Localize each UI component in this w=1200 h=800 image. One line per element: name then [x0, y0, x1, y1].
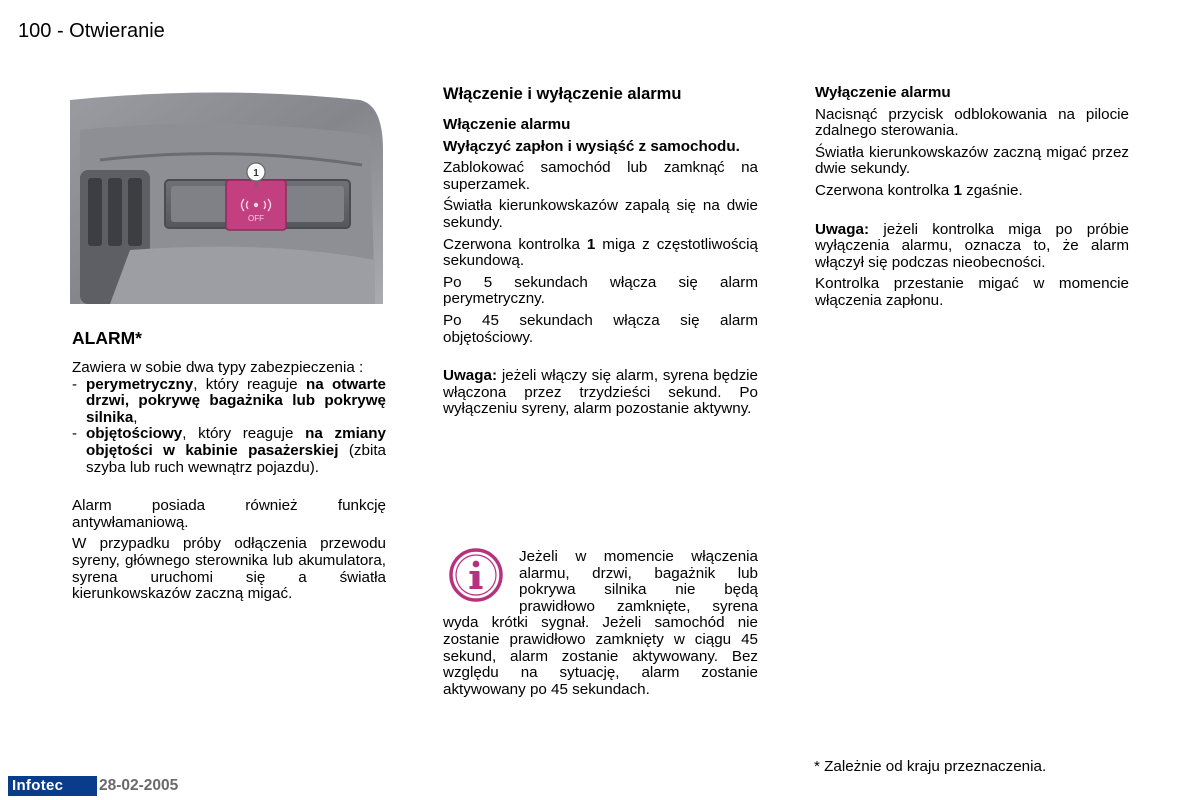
step-warning-light: Czerwona kontrolka 1 miga z częstotliwością sekundową.: [443, 235, 758, 270]
section-heading: Włączenie i wyłączenie alarmu: [443, 85, 682, 103]
tamper-paragraph: W przypadku próby odłączenia przewodu syreny, głównego sterownika lub akumulatora, syrena uruchomi się a światła kierunkowskazów zaczną migać.: [72, 535, 386, 603]
antitheft-paragraph: Alarm posiada również funkcję antywłamaniową.: [72, 497, 386, 531]
list-item: - perymetryczny, który reaguje na otwarte drzwi, pokrywę bagażnika lub pokrywę silnika,: [72, 377, 386, 427]
column-deactivation: [815, 85, 1129, 310]
dashboard-drawing: [70, 90, 383, 304]
info-note-text: Jeżeli w momencie włączenia alarmu, drzwi, bagażnik lub pokrywa silnika nie będą prawidłowo zamknięte, syrena wyda krótki sygnał. Jeżeli samochód nie zostanie prawidłowo zamknięty w ciągu 45 sekund, alarm zostanie aktywowany. Bez względu na sytuację, alarm zostanie aktywowany po 45 sekundach.: [443, 548, 758, 698]
note-paragraph: Uwaga: jeżeli włączy się alarm, syrena będzie włączona przez trzydzieści sekund. Po wyłączeniu syreny, alarm pozostanie aktywny.: [443, 367, 758, 418]
step-volumetric: Po 45 sekundach włącza się alarm objętościowy.: [443, 311, 758, 346]
callout-number: 1: [253, 168, 259, 179]
section-title: Otwieranie: [69, 20, 165, 42]
subsection-heading: Włączenie alarmu: [443, 116, 571, 133]
page-header: [18, 20, 165, 43]
info-note: [443, 549, 758, 698]
button-off-label: OFF: [248, 214, 264, 223]
footer-date: 28-02-2005: [99, 777, 179, 794]
page-number: 100: [18, 20, 52, 42]
alarm-intro: Zawiera w sobie dwa typy zabezpieczenia :: [72, 359, 364, 376]
step-warning-light: Czerwona kontrolka 1 zgaśnie.: [815, 181, 1023, 199]
step-lock: Zablokować samochód lub zamknąć na superzamek.: [443, 159, 758, 193]
step-perimeter: Po 5 sekundach włącza się alarm perymetryczny.: [443, 273, 758, 308]
note-paragraph: Uwaga: jeżeli kontrolka miga po próbie wyłączenia alarmu, oznacza to, że alarm włączył się podczas nieobecności.: [815, 220, 1129, 271]
alarm-button-illustration: [70, 90, 383, 304]
step-unlock: Nacisnąć przycisk odblokowania na pilocie zdalnego sterowania.: [815, 105, 1129, 140]
infotec-logo: Infotec: [8, 776, 97, 796]
column-activation: [443, 85, 758, 418]
footnote: * Zależnie od kraju przeznaczenia.: [814, 758, 1047, 775]
list-item: - objętościowy, który reaguje na zmiany objętości w kabinie pasażerskiej (zbita szyba lub ruch wewnątrz pojazdu).: [72, 426, 386, 476]
column-alarm-description: [72, 360, 386, 603]
alarm-title: ALARM*: [72, 328, 142, 348]
step-indicators: Światła kierunkowskazów zapalą się na dwie sekundy.: [443, 197, 758, 231]
subsection-heading: Wyłączenie alarmu: [815, 84, 951, 101]
alarm-types-list: [72, 377, 386, 477]
step-indicators: Światła kierunkowskazów zaczną migać przez dwie sekundy.: [815, 143, 1129, 178]
header-separator: -: [56, 20, 64, 42]
warning-light-stop: Kontrolka przestanie migać w momencie włączenia zapłonu.: [815, 275, 1129, 309]
step-switch-off-ignition: Wyłączyć zapłon i wysiąść z samochodu.: [443, 137, 740, 155]
